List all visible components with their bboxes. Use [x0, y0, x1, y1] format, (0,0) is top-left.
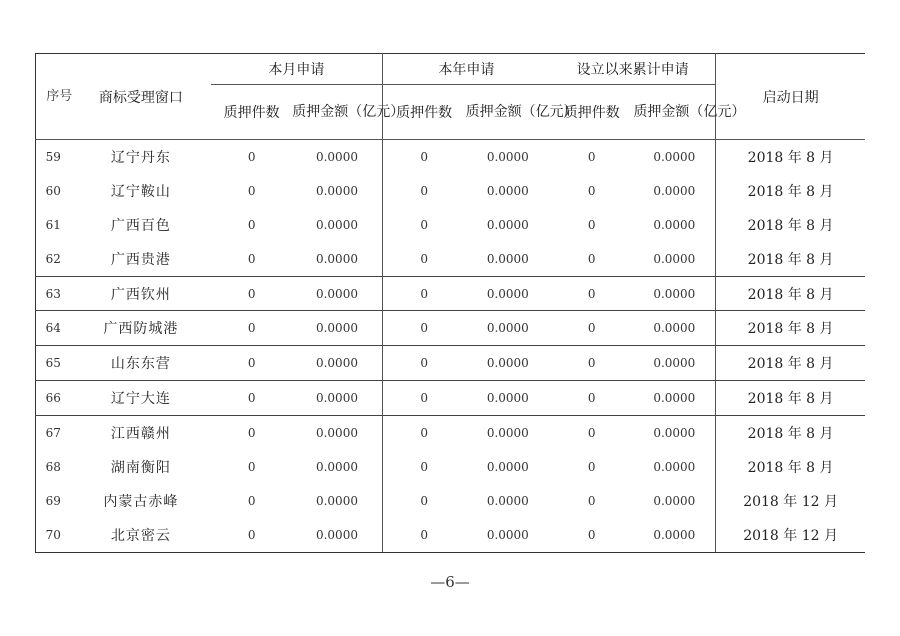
row-seq: 66	[36, 381, 71, 416]
row-seq: 60	[36, 174, 71, 208]
row-seq: 65	[36, 346, 71, 381]
row-month-amount: 0.0000	[292, 346, 382, 381]
row-window: 广西防城港	[71, 311, 211, 346]
row-year-count: 0	[420, 217, 428, 232]
row-cum-amount: 0.0000	[633, 276, 715, 311]
row-cum-amount: 0.0000	[633, 174, 715, 208]
row-window: 广西百色	[110, 217, 171, 234]
row-window: 湖南衡阳	[110, 459, 171, 476]
row-cum-amount: 0.0000	[633, 140, 715, 174]
row-window: 辽宁鞍山	[110, 183, 171, 200]
row-start-date: 2018 年 8 月	[716, 381, 865, 416]
row-seq: 68	[36, 450, 71, 484]
row-year-count: 0	[382, 518, 465, 552]
month-pledge-amount-header: 质押金额（亿元）	[292, 85, 382, 140]
this-month-header: 本月申请	[211, 54, 382, 85]
row-month-count: 0	[247, 459, 256, 474]
row-month-count: 0	[247, 149, 256, 164]
row-year-count: 0	[382, 311, 465, 346]
row-cum-amount: 0.0000	[633, 484, 715, 518]
row-start-date: 2018 年 8 月	[747, 459, 834, 476]
row-month-amount: 0.0000	[292, 174, 382, 208]
row-year-amount: 0.0000	[466, 311, 550, 346]
row-cum-amount: 0.0000	[633, 381, 715, 416]
row-year-count: 0	[382, 381, 465, 416]
window-header: 商标受理窗口	[71, 54, 211, 140]
month-pledge-count-header: 质押件数	[211, 85, 292, 140]
row-cum-count: 0	[550, 518, 633, 552]
row-start-date: 2018 年 8 月	[716, 242, 865, 276]
cumulative-header: 设立以来累计申请	[550, 54, 716, 85]
row-month-count: 0	[247, 426, 256, 441]
row-month-count: 0	[247, 183, 256, 198]
row-seq: 67	[36, 416, 71, 450]
table-row	[36, 518, 866, 552]
row-start-date: 2018 年 12 月	[716, 518, 865, 552]
row-window: 辽宁大连	[71, 381, 211, 416]
start-date-header: 启动日期	[716, 54, 865, 140]
row-window: 广西钦州	[71, 276, 211, 311]
row-seq: 70	[36, 518, 71, 552]
row-month-amount: 0.0000	[292, 416, 382, 450]
row-month-amount: 0.0000	[292, 140, 382, 174]
table-row	[36, 276, 866, 311]
row-start-date: 2018 年 8 月	[747, 183, 834, 200]
row-month-count: 0	[211, 381, 292, 416]
row-month-count: 0	[247, 493, 256, 508]
row-window: 辽宁丹东	[110, 149, 171, 166]
table-row	[36, 416, 866, 450]
table-body	[36, 140, 866, 553]
row-seq: 64	[36, 311, 71, 346]
row-year-count: 0	[420, 183, 428, 198]
row-cum-amount: 0.0000	[633, 346, 715, 381]
table-row	[36, 174, 866, 208]
row-cum-count: 0	[587, 426, 596, 441]
row-cum-amount: 0.0000	[633, 242, 715, 276]
row-cum-amount: 0.0000	[633, 518, 715, 552]
table-row	[36, 484, 866, 518]
cum-pledge-count-header: 质押件数	[550, 85, 633, 140]
row-window: 北京密云	[71, 518, 211, 552]
row-month-count: 0	[211, 276, 292, 311]
row-year-amount: 0.0000	[486, 149, 529, 164]
table-row	[36, 381, 866, 416]
row-cum-amount: 0.0000	[633, 311, 715, 346]
row-year-amount: 0.0000	[466, 276, 550, 311]
row-cum-amount: 0.0000	[633, 208, 715, 242]
row-year-amount: 0.0000	[466, 242, 550, 276]
row-start-date: 2018 年 8 月	[747, 149, 834, 166]
row-cum-count: 0	[550, 311, 633, 346]
row-year-amount: 0.0000	[466, 346, 550, 381]
row-cum-amount: 0.0000	[633, 416, 715, 450]
row-start-date: 2018 年 8 月	[716, 276, 865, 311]
row-start-date: 2018 年 12 月	[743, 493, 838, 510]
row-month-amount: 0.0000	[292, 518, 382, 552]
row-month-amount: 0.0000	[292, 484, 382, 518]
page-number: —6—	[430, 573, 470, 591]
row-year-count: 0	[420, 426, 428, 441]
row-month-amount: 0.0000	[292, 208, 382, 242]
row-cum-count: 0	[550, 346, 633, 381]
row-month-amount: 0.0000	[292, 311, 382, 346]
row-cum-count: 0	[587, 149, 596, 164]
row-window: 内蒙古赤峰	[103, 493, 179, 510]
row-cum-count: 0	[587, 217, 596, 232]
table-row	[36, 346, 866, 381]
row-start-date: 2018 年 8 月	[747, 426, 834, 443]
row-window: 山东东营	[71, 346, 211, 381]
row-start-date: 2018 年 8 月	[716, 346, 865, 381]
row-month-amount: 0.0000	[292, 381, 382, 416]
row-cum-count: 0	[550, 381, 633, 416]
row-cum-count: 0	[587, 459, 596, 474]
row-start-date: 2018 年 8 月	[747, 217, 834, 234]
row-month-count: 0	[211, 346, 292, 381]
row-month-count: 0	[211, 518, 292, 552]
row-year-amount: 0.0000	[486, 183, 529, 198]
row-start-date: 2018 年 8 月	[716, 311, 865, 346]
row-month-count: 0	[247, 217, 256, 232]
row-year-amount: 0.0000	[466, 518, 550, 552]
year-pledge-amount-header: 质押金额（亿元）	[466, 85, 550, 140]
row-year-count: 0	[420, 459, 428, 474]
row-seq: 69	[36, 484, 71, 518]
row-year-count: 0	[382, 242, 465, 276]
table-row	[36, 242, 866, 276]
row-seq: 62	[36, 242, 71, 276]
seq-header	[36, 54, 71, 140]
year-pledge-count-header: 质押件数	[382, 85, 465, 140]
row-year-count: 0	[420, 493, 428, 508]
table-row	[36, 208, 866, 242]
row-year-amount: 0.0000	[486, 459, 529, 474]
row-year-amount: 0.0000	[466, 381, 550, 416]
row-cum-count: 0	[587, 183, 596, 198]
row-window: 广西贵港	[71, 242, 211, 276]
row-window: 江西赣州	[110, 426, 171, 443]
row-month-count: 0	[211, 311, 292, 346]
row-month-count: 0	[211, 242, 292, 276]
table-row	[36, 140, 866, 174]
cum-pledge-amount-header: 质押金额（亿元）	[633, 85, 715, 140]
this-year-header: 本年申请	[382, 54, 550, 85]
row-year-count: 0	[420, 149, 428, 164]
row-cum-count: 0	[587, 493, 596, 508]
table-row	[36, 311, 866, 346]
seq-header-text: 序号	[46, 88, 73, 104]
row-seq: 61	[36, 208, 71, 242]
row-cum-amount: 0.0000	[633, 450, 715, 484]
row-year-amount: 0.0000	[486, 493, 529, 508]
row-seq: 59	[36, 140, 71, 174]
row-cum-count: 0	[550, 276, 633, 311]
table-row	[36, 450, 866, 484]
row-cum-count: 0	[550, 242, 633, 276]
row-year-count: 0	[382, 346, 465, 381]
row-year-amount: 0.0000	[486, 426, 529, 441]
pledge-statistics-table	[35, 53, 865, 553]
row-seq: 63	[36, 276, 71, 311]
row-year-count: 0	[382, 276, 465, 311]
row-month-amount: 0.0000	[292, 242, 382, 276]
row-month-amount: 0.0000	[292, 450, 382, 484]
row-month-amount: 0.0000	[292, 276, 382, 311]
row-year-amount: 0.0000	[486, 217, 529, 232]
